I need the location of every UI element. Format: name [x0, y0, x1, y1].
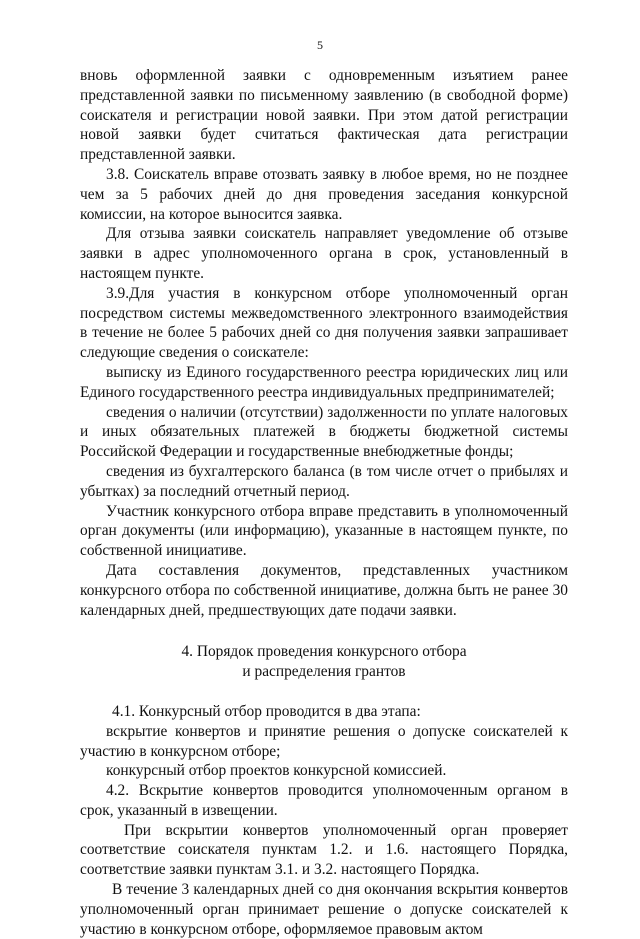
paragraph: 4.2. Вскрытие конвертов проводится уполномоченным органом в срок, указанный в извещении. — [80, 782, 568, 819]
paragraph: сведения о наличии (отсутствии) задолженности по уплате налоговых и иных обязательных платежей в бюджеты бюджетной системы Российской Федерации и государственные внебюджетные фонды; — [80, 403, 568, 461]
paragraph: вновь оформленной заявки с одновременным изъятием ранее представленной заявки по письменному заявлению (в свободной форме) соискателя и регистрации новой заявки. При этом датой регистрации новой заявки будет считаться фактическая дата регистрации представленной заявки. — [80, 67, 568, 164]
paragraph: 4.1. Конкурсный отбор проводится в два этапа: — [112, 702, 421, 720]
paragraph: При вскрытии конвертов уполномоченный орган проверяет соответствие соискателя пунктам 1.2. и 1.6. настоящего Порядка, соответствие заявки пунктам 3.1. и 3.2. настоящего Порядка. — [80, 821, 568, 879]
paragraph: вскрытие конвертов и принятие решения о допуске соискателей к участию в конкурсном отборе; — [80, 722, 568, 760]
section-heading-line: и распределения грантов — [242, 663, 406, 681]
paragraph: Дата составления документов, представленных участником конкурсного отбора по собственной инициативе, должна быть не ранее 30 календарных дней, предшествующих дате подачи заявки. — [80, 561, 568, 619]
paragraph: В течение 3 календарных дней со дня окончания вскрытия конвертов уполномоченный орган принимает решение о допуске соискателей к участию в конкурсном отборе, оформляемое правовым актом — [80, 881, 568, 938]
section-heading-line: 4. Порядок проведения конкурсного отбора — [181, 643, 467, 661]
section-heading — [80, 642, 568, 682]
document-body — [80, 66, 568, 939]
paragraph: сведения из бухгалтерского баланса (в том числе отчет о прибылях и убытках) за последний отчетный период. — [80, 462, 568, 500]
paragraph: выписку из Единого государственного реестра юридических лиц или Единого государственного реестра индивидуальных предпринимателей; — [80, 363, 568, 401]
paragraph: Участник конкурсного отбора вправе представить в уполномоченный орган документы (или информацию), указанные в настоящем пункте, по собственной инициативе. — [80, 502, 568, 560]
paragraph: 3.9.Для участия в конкурсном отборе уполномоченный орган посредством системы межведомственного электронного взаимодействия в течение не более 5 рабочих дней со дня получения заявки запрашивает следующие сведения о соискателе: — [80, 284, 568, 362]
paragraph: Для отзыва заявки соискатель направляет уведомление об отзыве заявки в адрес уполномоченного органа в срок, установленный в настоящем пункте. — [80, 225, 568, 282]
paragraph: конкурсный отбор проектов конкурсной комиссией. — [106, 762, 447, 780]
page-number: 5 — [317, 38, 323, 52]
paragraph: 3.8. Соискатель вправе отозвать заявку в любое время, но не позднее чем за 5 рабочих дней до дня проведения заседания конкурсной комиссии, на которое выносится заявка. — [80, 165, 568, 223]
